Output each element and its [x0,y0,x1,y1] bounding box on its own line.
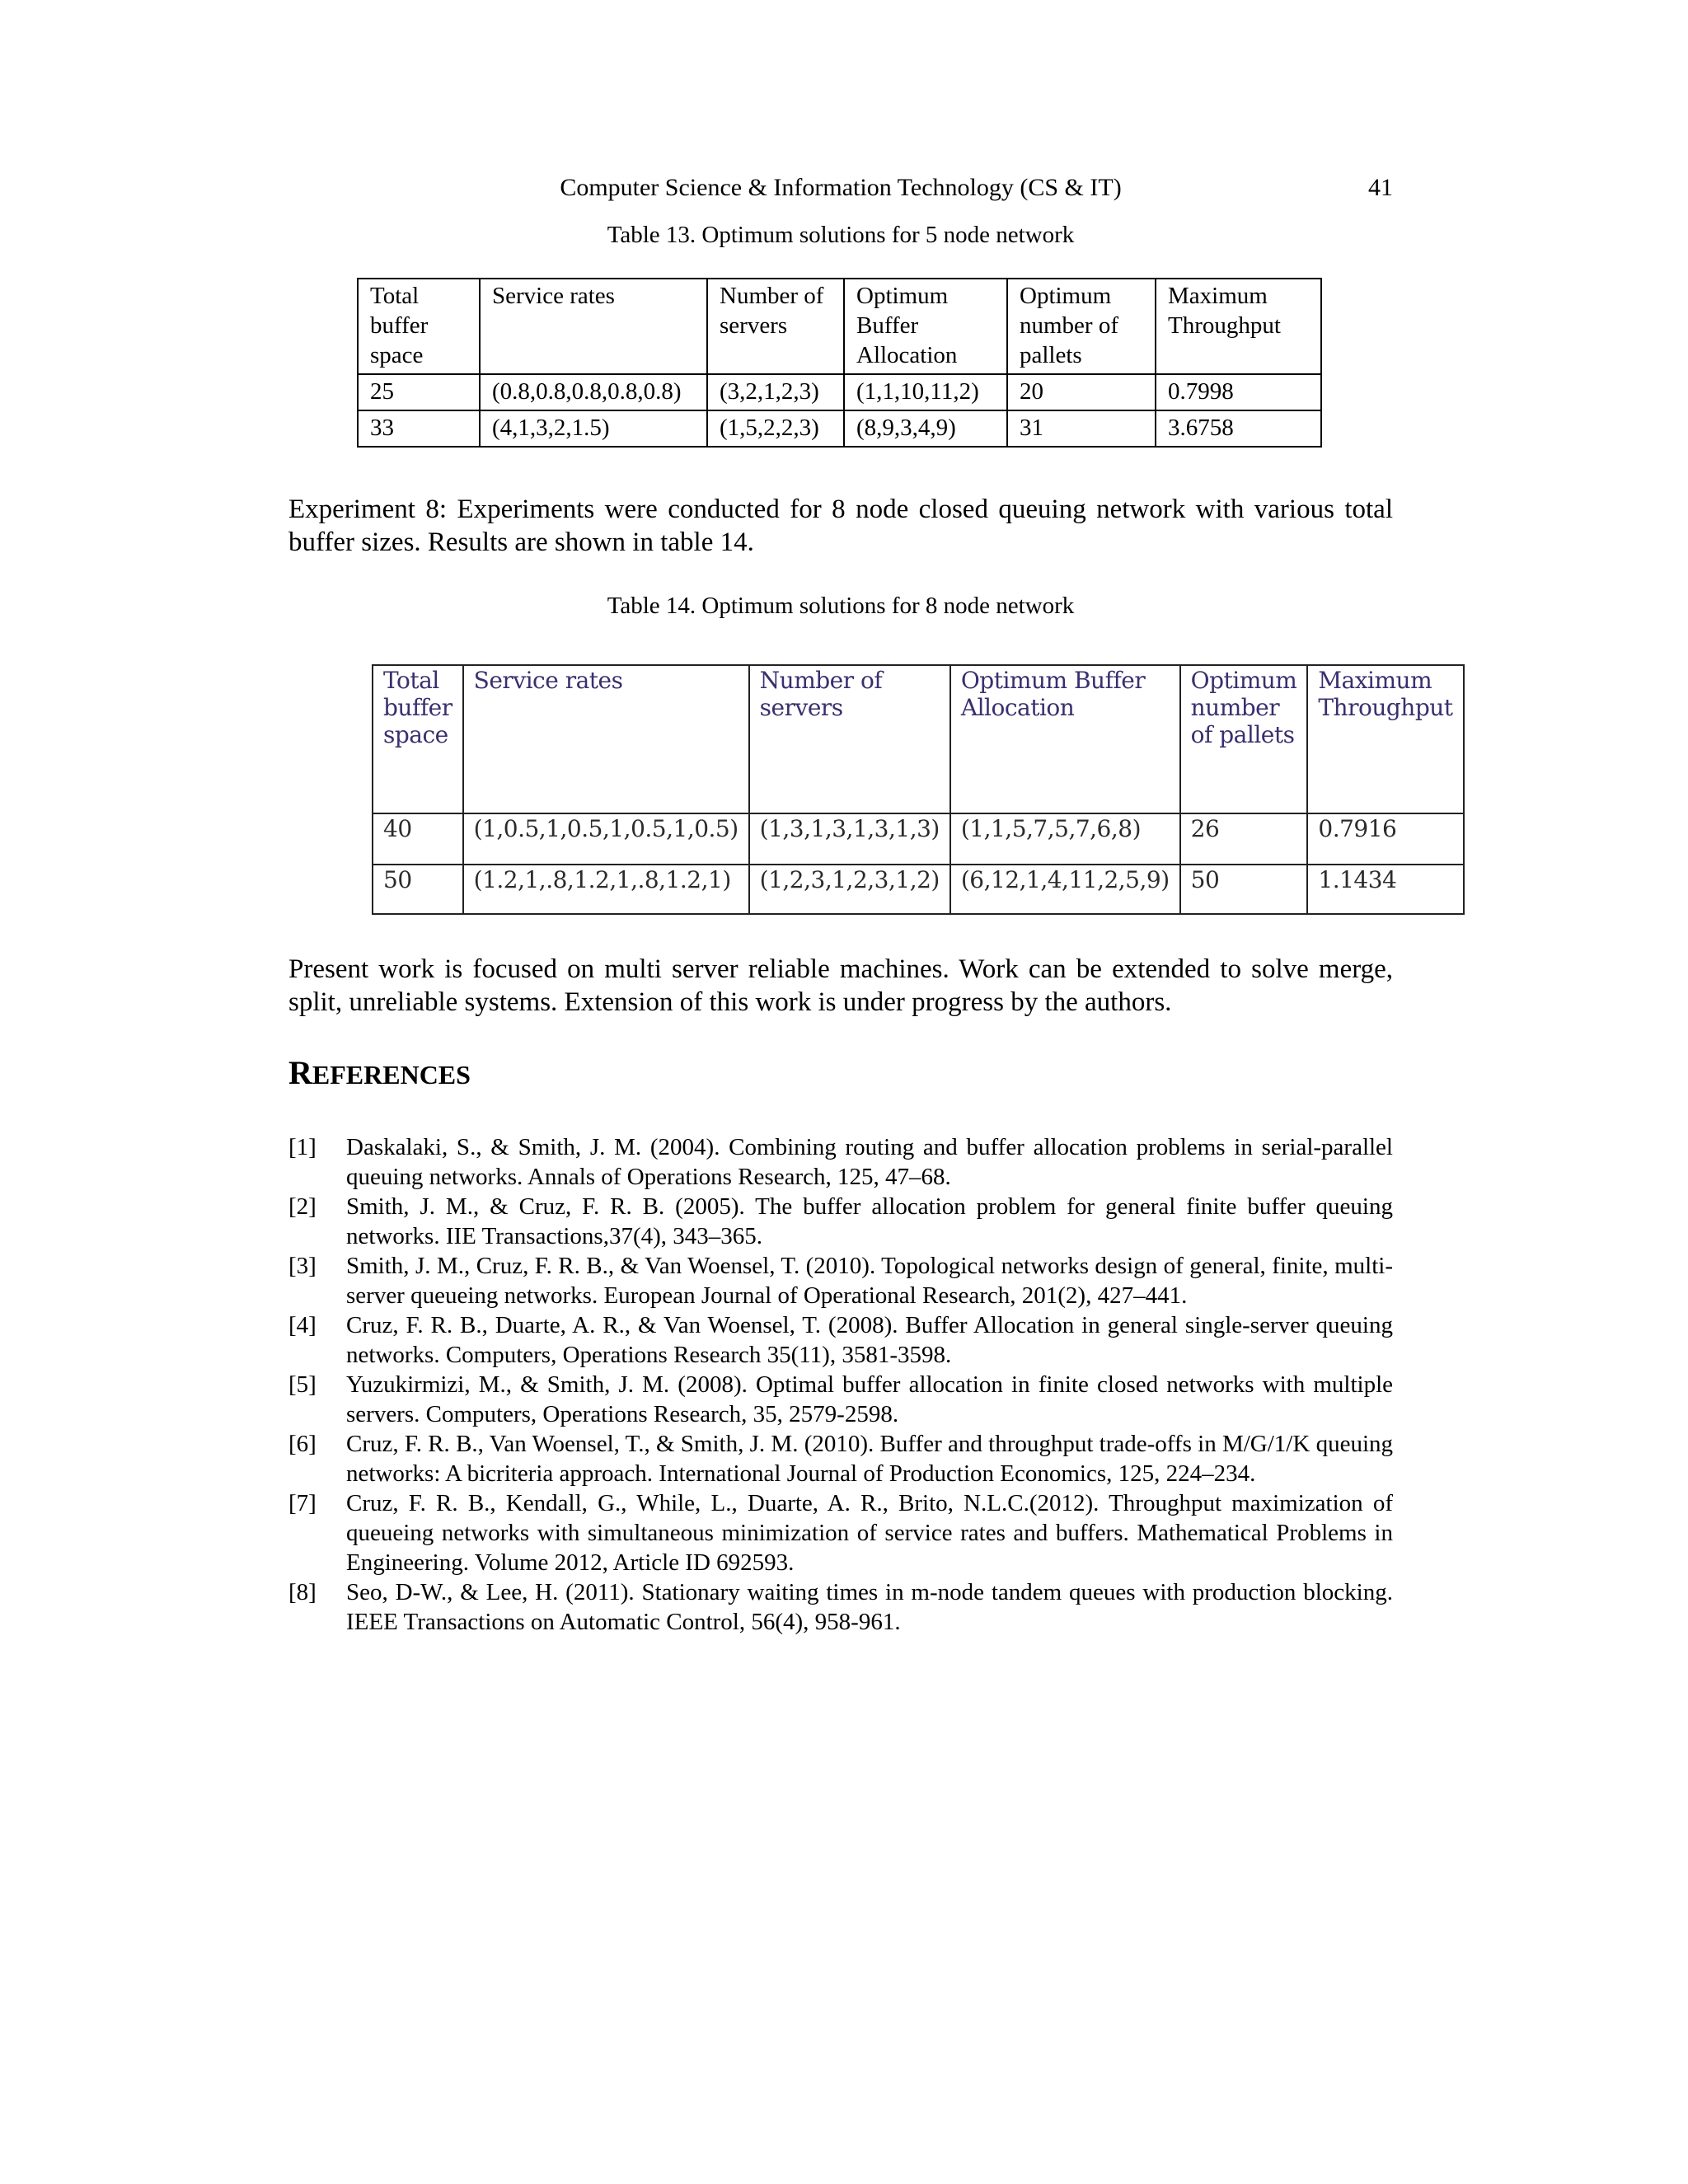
table-row [358,374,1321,410]
reference-number: [3] [288,1253,316,1279]
table13-cell: (3,2,1,2,3) [707,374,844,410]
table14-cell: (1,1,5,7,5,7,6,8) [950,813,1180,865]
table14-col-service-rates: Service rates [463,665,749,813]
table14-col-servers: Number of servers [749,665,950,813]
table13-col-servers: Number of servers [707,279,844,374]
table13-cell: 25 [358,374,480,410]
table14-cell: 50 [373,865,463,914]
table13-col-service-rates: Service rates [480,279,707,374]
table14 [372,664,1465,915]
reference-number: [4] [288,1312,316,1338]
table14-cell: (1.2,1,.8,1.2,1,.8,1.2,1) [463,865,749,914]
table14-caption: Table 14. Optimum solutions for 8 node network [607,593,1075,619]
table14-cell: 40 [373,813,463,865]
table14-cell: (1,3,1,3,1,3,1,3) [749,813,950,865]
table-row [373,865,1464,914]
reference-text: Cruz, F. R. B., Van Woensel, T., & Smith, J. M. (2010). Buffer and throughput trade-offs in M/G/1/K queuing networks: A bicriteria approach. International Journal of Production Economics, 125, 224–234. [346,1431,1393,1487]
list-item [288,1132,1393,1192]
list-item [288,1192,1393,1251]
table13-cell: 0.7998 [1156,374,1321,410]
table13 [357,278,1322,448]
list-item [288,1310,1393,1370]
reference-list [288,1132,1393,1637]
table13-col-buffer-space: Total buffer space [358,279,480,374]
list-item [288,1488,1393,1577]
reference-text: Yuzukirmizi, M., & Smith, J. M. (2008). Optimal buffer allocation in finite closed networks with multiple servers. Computers, Operations Research, 35, 2579-2598. [346,1371,1393,1427]
list-item [288,1577,1393,1637]
conclusion-paragraph: Present work is focused on multi server reliable machines. Work can be extended to solve merge, split, unreliable systems. Extension of this work is under progress by the authors. [288,954,1393,1017]
table14-col-pallets: Optimum number of pallets [1180,665,1308,813]
reference-number: [7] [288,1490,316,1516]
list-item [288,1370,1393,1429]
table13-col-throughput: Maximum Throughput [1156,279,1321,374]
table13-cell: (1,1,10,11,2) [844,374,1007,410]
table14-col-buffer-allocation: Optimum Buffer Allocation [950,665,1180,813]
table14-cell: 26 [1180,813,1308,865]
reference-number: [6] [288,1431,316,1457]
table14-col-throughput: Maximum Throughput [1307,665,1463,813]
table13-header-row [358,279,1321,374]
table13-cell: (4,1,3,2,1.5) [480,410,707,447]
table13-caption: Table 13. Optimum solutions for 5 node network [607,222,1075,248]
table14-col-buffer-space: Total buffer space [373,665,463,813]
table13-col-buffer-allocation: Optimum Buffer Allocation [844,279,1007,374]
references-heading [288,1055,471,1093]
references-heading-initial: R [288,1054,312,1091]
table14-cell: (1,0.5,1,0.5,1,0.5,1,0.5) [463,813,749,865]
table14-cell: (6,12,1,4,11,2,5,9) [950,865,1180,914]
reference-text: Cruz, F. R. B., Duarte, A. R., & Van Woensel, T. (2008). Buffer Allocation in general single-server queuing networks. Computers, Operations Research 35(11), 3581-3598. [346,1312,1393,1368]
reference-text: Smith, J. M., & Cruz, F. R. B. (2005). The buffer allocation problem for general finite buffer queuing networks. IIE Transactions,37(4), 343–365. [346,1193,1393,1249]
table13-col-pallets: Optimum number of pallets [1007,279,1156,374]
table13-cell: 31 [1007,410,1156,447]
reference-number: [2] [288,1193,316,1220]
reference-number: [1] [288,1134,316,1160]
journal-title: Computer Science & Information Technology (CS & IT) [560,174,1122,201]
table-row [358,410,1321,447]
table13-cell: (0.8,0.8,0.8,0.8,0.8) [480,374,707,410]
table13-cell: (1,5,2,2,3) [707,410,844,447]
reference-text: Cruz, F. R. B., Kendall, G., While, L., Duarte, A. R., Brito, N.L.C.(2012). Throughput maximization of queueing networks with simultaneous minimization of service rates and buffers. Mathematical Problems in Engineering. Volume 2012, Article ID 692593. [346,1490,1393,1576]
list-item [288,1429,1393,1488]
table13-cell: 33 [358,410,480,447]
page-number: 41 [1368,174,1393,201]
table-row [373,813,1464,865]
table14-cell: 0.7916 [1307,813,1463,865]
experiment8-paragraph: Experiment 8: Experiments were conducted for 8 node closed queuing network with various total buffer sizes. Results are shown in table 14. [288,494,1393,557]
list-item [288,1251,1393,1310]
table13-cell: (8,9,3,4,9) [844,410,1007,447]
reference-number: [8] [288,1579,316,1605]
references-heading-rest: EFERENCES [312,1060,471,1090]
table14-header-row [373,665,1464,813]
table14-cell: (1,2,3,1,2,3,1,2) [749,865,950,914]
table13-cell: 20 [1007,374,1156,410]
reference-text: Daskalaki, S., & Smith, J. M. (2004). Combining routing and buffer allocation problems in serial-parallel queuing networks. Annals of Operations Research, 125, 47–68. [346,1134,1393,1190]
reference-text: Smith, J. M., Cruz, F. R. B., & Van Woensel, T. (2010). Topological networks design of general, finite, multi-server queueing networks. European Journal of Operational Research, 201(2), 427–441. [346,1253,1393,1309]
table14-cell: 50 [1180,865,1308,914]
reference-text: Seo, D-W., & Lee, H. (2011). Stationary waiting times in m-node tandem queues with production blocking. IEEE Transactions on Automatic Control, 56(4), 958-961. [346,1579,1393,1635]
reference-number: [5] [288,1371,316,1398]
table13-cell: 3.6758 [1156,410,1321,447]
table14-cell: 1.1434 [1307,865,1463,914]
